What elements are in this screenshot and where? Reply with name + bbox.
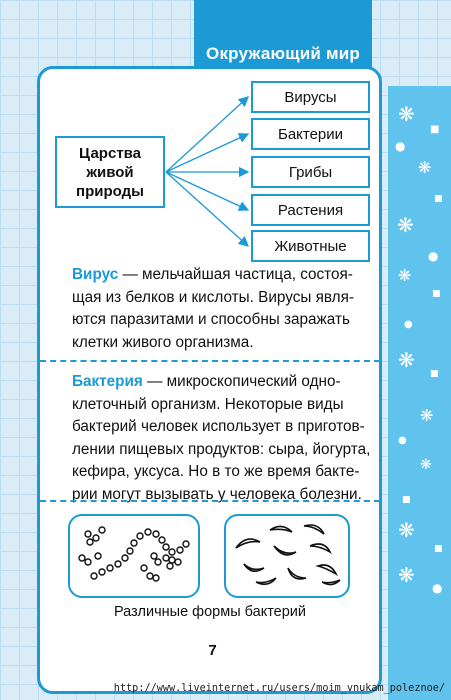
- bacteria-paragraph: [72, 371, 372, 506]
- category-viruses: Вирусы: [251, 81, 370, 113]
- section-divider-2: [40, 500, 380, 502]
- virus-paragraph: [72, 264, 372, 354]
- vibrio-shapes-image: [226, 516, 348, 596]
- virus-line-1: Вирус — мельчайшая частица, состоя-: [72, 266, 353, 283]
- category-fungi: Грибы: [251, 156, 370, 188]
- header-title: Окружающий мир: [206, 44, 360, 63]
- footer-url: http://www.liveinternet.ru/users/moim_vnukam_poleznoe/: [113, 683, 445, 694]
- bacteria-cocci-illustration: [68, 514, 200, 598]
- category-animals: Животные: [251, 230, 370, 262]
- bacteria-vibrio-illustration: [224, 514, 350, 598]
- bacteria-line-3: бактерий человек использует в приготов-: [72, 418, 365, 435]
- kingdoms-box: Царства живой природы: [55, 136, 165, 208]
- bacteria-line-6: рии могут вызывать у человека болезни.: [72, 485, 362, 503]
- category-bacteria: Бактерии: [251, 118, 370, 150]
- bacteria-line-4: лении пищевых продуктов: сыра, йогурта,: [72, 440, 371, 458]
- virus-line-4: клетки живого организма.: [72, 333, 254, 351]
- illustration-caption: Различные формы бактерий: [113, 604, 307, 620]
- virus-term: Вирус: [72, 266, 119, 283]
- bacteria-term: Бактерия: [72, 373, 143, 390]
- cocci-chains-image: [70, 516, 198, 596]
- bacteria-line-2: клеточный организм. Некоторые виды: [72, 395, 344, 413]
- category-plants: Растения: [251, 194, 370, 226]
- bacteria-line-5: кефира, уксуса. Но в то же время бакте-: [72, 463, 360, 480]
- virus-line-2: щая из белков и кислоты. Вирусы явля-: [72, 288, 354, 306]
- section-divider: [40, 360, 380, 362]
- bacteria-line-1: Бактерия — микроскопический одно-: [72, 373, 341, 390]
- page-number: 7: [208, 642, 217, 659]
- virus-line-3: ются паразитами и способны заражать: [72, 311, 350, 328]
